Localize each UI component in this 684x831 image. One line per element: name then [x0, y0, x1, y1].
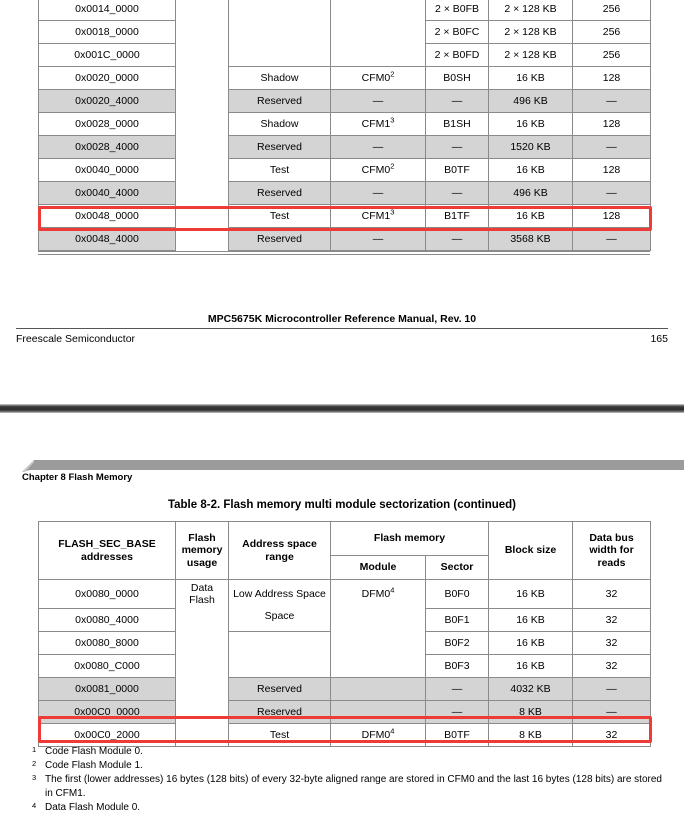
cell-bus-width: 128 [573, 67, 651, 90]
table-row[interactable] [39, 228, 651, 251]
cell-module: — [331, 90, 426, 113]
cell-usage [176, 113, 229, 136]
cell-usage [176, 228, 229, 251]
cell-module: — [331, 182, 426, 205]
table-row[interactable] [39, 159, 651, 182]
module-name: DFM0 [361, 728, 391, 741]
cell-usage [176, 631, 229, 654]
cell-range: Space [229, 608, 331, 631]
cell-address: 0x0048_4000 [39, 228, 176, 251]
cell-bus-width: 256 [573, 44, 651, 67]
cell-bus-width: — [573, 228, 651, 251]
footnote-marker: 2 [32, 759, 37, 769]
cell-range: Reserved [229, 700, 331, 723]
table-row[interactable] [39, 608, 651, 631]
cell-sector: B1TF [426, 205, 489, 228]
cell-range: Shadow [229, 67, 331, 90]
cell-range [229, 631, 331, 654]
table-row[interactable] [39, 677, 651, 700]
cell-sector: — [426, 90, 489, 113]
table-row[interactable] [39, 580, 651, 609]
cell-sector: B0F2 [426, 631, 489, 654]
cell-sector: B1SH [426, 113, 489, 136]
cell-block-size: 496 KB [489, 90, 573, 113]
footnote-ref: 2 [390, 69, 395, 79]
page-break-separator [0, 404, 684, 413]
table-one-bottom-rule [38, 251, 650, 255]
cell-sector: B0TF [426, 723, 489, 746]
module-name: CFM0 [361, 163, 391, 176]
cell-range: Reserved [229, 228, 331, 251]
cell-block-size: 8 KB [489, 700, 573, 723]
table-row[interactable] [39, 0, 651, 21]
footnote-marker: 4 [32, 800, 37, 810]
cell-block-size: 16 KB [489, 205, 573, 228]
cell-sector: — [426, 182, 489, 205]
cell-address: 0x0018_0000 [39, 21, 176, 44]
cell-bus-width: — [573, 136, 651, 159]
cell-sector: B0F1 [426, 608, 489, 631]
cell-module [331, 677, 426, 700]
header-flash-usage: Flash memory usage [176, 522, 229, 580]
cell-module [331, 654, 426, 677]
footnotes-list [32, 745, 672, 815]
cell-bus-width: — [573, 677, 651, 700]
footnote-ref: 3 [390, 115, 395, 125]
cell-block-size: 2 × 128 KB [489, 21, 573, 44]
cell-block-size: 16 KB [489, 67, 573, 90]
table-row-highlighted[interactable] [39, 205, 651, 228]
header-base-addresses: FLASH_SEC_BASE addresses [39, 522, 176, 580]
cell-module [331, 159, 426, 182]
footnote-text: The first (lower addresses) 16 bytes (128 bits) of every 32-byte aligned range are stored in CFM0 and the last 16 bytes (128 bits) are stored in CFM1. [45, 774, 662, 799]
cell-module [331, 580, 426, 609]
cell-usage [176, 67, 229, 90]
cell-bus-width: — [573, 182, 651, 205]
cell-bus-width: 32 [573, 723, 651, 746]
footer-company: Freescale Semiconductor [16, 333, 136, 345]
cell-sector: 2 × B0FB [426, 0, 489, 21]
chapter-banner-graphic [22, 459, 684, 472]
cell-bus-width: — [573, 700, 651, 723]
cell-block-size: 3568 KB [489, 228, 573, 251]
cell-address: 0x0014_0000 [39, 0, 176, 21]
footnote-ref: 4 [390, 726, 395, 736]
table-row-highlighted[interactable] [39, 723, 651, 746]
header-bus-width: Data bus width for reads [573, 522, 651, 580]
footnote-text: Data Flash Module 0. [45, 801, 141, 813]
footnote-ref: 4 [390, 585, 395, 595]
cell-range: Low Address Space [229, 580, 331, 609]
cell-address: 0x0028_0000 [39, 113, 176, 136]
header-module: Module [331, 556, 426, 580]
cell-address: 0x0020_4000 [39, 90, 176, 113]
cell-usage: Data Flash [176, 580, 229, 609]
cell-range [229, 654, 331, 677]
cell-address: 0x001C_0000 [39, 44, 176, 67]
table-two [38, 521, 651, 747]
cell-sector: B0F0 [426, 580, 489, 609]
cell-sector: 2 × B0FC [426, 21, 489, 44]
cell-range [229, 21, 331, 44]
cell-usage [176, 44, 229, 67]
footer-divider [16, 328, 668, 329]
cell-bus-width: 32 [573, 631, 651, 654]
cell-address: 0x0048_0000 [39, 205, 176, 228]
cell-usage [176, 205, 229, 228]
cell-sector: — [426, 228, 489, 251]
cell-block-size: 16 KB [489, 654, 573, 677]
footnote-marker: 3 [32, 773, 37, 783]
table-row[interactable] [39, 44, 651, 67]
cell-bus-width: 128 [573, 205, 651, 228]
table-one [38, 0, 651, 251]
flash-sectorization-table-part2 [38, 521, 650, 747]
cell-bus-width: 128 [573, 113, 651, 136]
cell-address: 0x0080_8000 [39, 631, 176, 654]
cell-module [331, 700, 426, 723]
table-row[interactable] [39, 113, 651, 136]
cell-sector: B0F3 [426, 654, 489, 677]
cell-bus-width: 32 [573, 608, 651, 631]
header-block-size: Block size [489, 522, 573, 580]
footer-manual-title: MPC5675K Microcontroller Reference Manual, Rev. 10 [207, 313, 477, 325]
cell-module [331, 608, 426, 631]
cell-address: 0x0040_0000 [39, 159, 176, 182]
cell-sector: — [426, 700, 489, 723]
cell-range [229, 0, 331, 21]
cell-bus-width: 32 [573, 580, 651, 609]
footer-page-number: 165 [650, 333, 668, 345]
cell-module [331, 44, 426, 67]
cell-address: 0x0028_4000 [39, 136, 176, 159]
header-group-flash-memory: Flash memory [331, 522, 489, 556]
page-footer [0, 313, 684, 345]
cell-range: Reserved [229, 90, 331, 113]
table-row[interactable] [39, 631, 651, 654]
cell-address: 0x0020_0000 [39, 67, 176, 90]
header-sector: Sector [426, 556, 489, 580]
cell-block-size: 2 × 128 KB [489, 44, 573, 67]
cell-range: Test [229, 723, 331, 746]
cell-range: Reserved [229, 182, 331, 205]
table-row[interactable] [39, 182, 651, 205]
cell-bus-width: 256 [573, 0, 651, 21]
cell-usage [176, 654, 229, 677]
table-row[interactable] [39, 67, 651, 90]
cell-sector: — [426, 136, 489, 159]
module-name: CFM0 [361, 71, 391, 84]
table-row[interactable] [39, 90, 651, 113]
cell-address: 0x0080_4000 [39, 608, 176, 631]
cell-usage [176, 182, 229, 205]
footnote-item [32, 801, 672, 814]
cell-address: 0x00C0_2000 [39, 723, 176, 746]
cell-usage [176, 136, 229, 159]
table-row[interactable] [39, 21, 651, 44]
cell-block-size: 1520 KB [489, 136, 573, 159]
table-two-caption: Table 8-2. Flash memory multi module sectorization (continued) [167, 499, 517, 511]
footer-row [0, 333, 684, 345]
cell-usage [176, 723, 229, 746]
flash-sectorization-table-part1 [38, 0, 650, 251]
cell-address: 0x0040_4000 [39, 182, 176, 205]
chapter-title: Chapter 8 Flash Memory [22, 472, 133, 483]
table-row[interactable] [39, 654, 651, 677]
table-row[interactable] [39, 700, 651, 723]
footnote-text: Code Flash Module 1. [45, 760, 143, 772]
cell-bus-width: 256 [573, 21, 651, 44]
cell-range: Reserved [229, 677, 331, 700]
cell-sector: 2 × B0FD [426, 44, 489, 67]
cell-bus-width: 128 [573, 159, 651, 182]
cell-address: 0x0080_C000 [39, 654, 176, 677]
cell-module [331, 205, 426, 228]
footnote-ref: 3 [390, 207, 395, 217]
cell-address: 0x0080_0000 [39, 580, 176, 609]
cell-module [331, 21, 426, 44]
cell-block-size: 16 KB [489, 608, 573, 631]
cell-range: Shadow [229, 113, 331, 136]
cell-module [331, 723, 426, 746]
cell-module [331, 113, 426, 136]
cell-usage [176, 677, 229, 700]
cell-block-size: 496 KB [489, 182, 573, 205]
cell-address: 0x0081_0000 [39, 677, 176, 700]
cell-range: Reserved [229, 136, 331, 159]
cell-module [331, 67, 426, 90]
cell-range: Test [229, 205, 331, 228]
cell-block-size: 2 × 128 KB [489, 0, 573, 21]
cell-bus-width: 32 [573, 654, 651, 677]
cell-usage [176, 90, 229, 113]
table-row[interactable] [39, 136, 651, 159]
cell-block-size: 16 KB [489, 580, 573, 609]
cell-usage [176, 608, 229, 631]
cell-module [331, 631, 426, 654]
cell-block-size: 16 KB [489, 159, 573, 182]
cell-bus-width: — [573, 90, 651, 113]
cell-block-size: 8 KB [489, 723, 573, 746]
footnote-item [32, 773, 672, 799]
table-header-row-1 [39, 522, 651, 556]
cell-range: Test [229, 159, 331, 182]
footnote-ref: 2 [390, 161, 395, 171]
cell-usage [176, 159, 229, 182]
cell-block-size: 4032 KB [489, 677, 573, 700]
footnote-item [32, 759, 672, 772]
cell-sector: B0TF [426, 159, 489, 182]
cell-sector: — [426, 677, 489, 700]
header-address-range: Address space range [229, 522, 331, 580]
cell-block-size: 16 KB [489, 631, 573, 654]
footnote-item [32, 745, 672, 758]
cell-usage [176, 0, 229, 21]
module-name: CFM1 [361, 209, 391, 222]
cell-module: — [331, 228, 426, 251]
cell-module [331, 0, 426, 21]
footnote-marker: 1 [32, 745, 37, 754]
cell-sector: B0SH [426, 67, 489, 90]
cell-address: 0x00C0_0000 [39, 700, 176, 723]
cell-usage [176, 700, 229, 723]
module-name: DFM0 [361, 588, 391, 601]
cell-module: — [331, 136, 426, 159]
module-name: CFM1 [361, 117, 391, 130]
cell-range [229, 44, 331, 67]
cell-block-size: 16 KB [489, 113, 573, 136]
footnote-text: Code Flash Module 0. [45, 746, 143, 757]
cell-usage [176, 21, 229, 44]
